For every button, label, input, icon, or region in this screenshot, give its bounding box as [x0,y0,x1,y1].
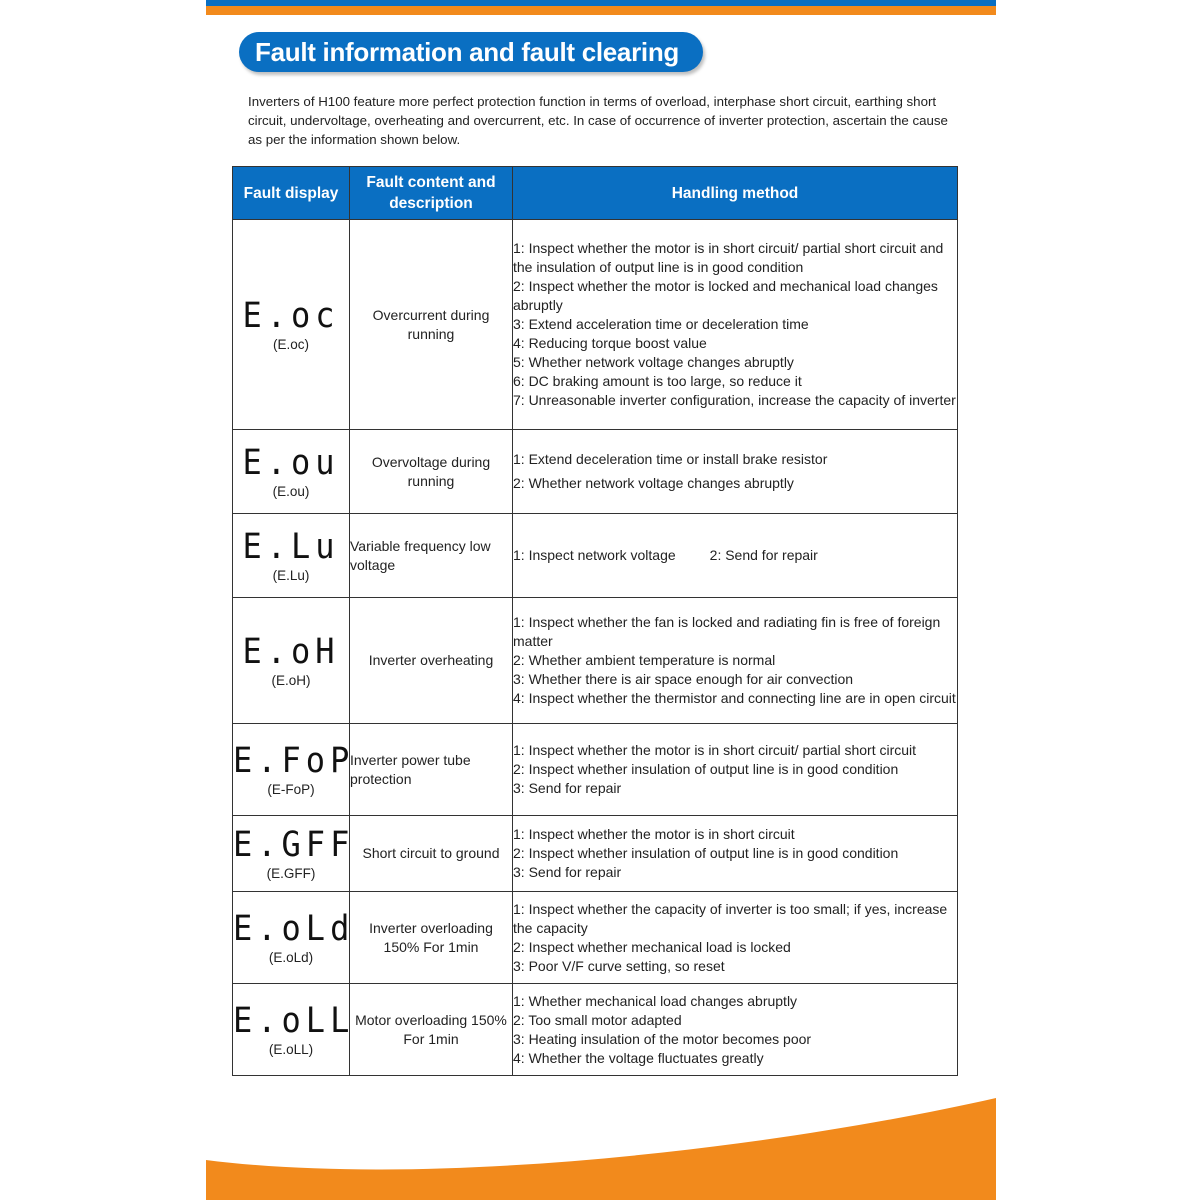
table-row [233,984,958,1076]
bottom-orange-wave [206,1090,996,1200]
method-line: 3: Extend acceleration time or deceleration time [513,316,809,332]
method-line: 1: Inspect whether the capacity of inverter is too small; if yes, increase the capacity [513,900,948,936]
method-line: 1: Whether mechanical load changes abruptly [513,992,798,1009]
method-line: 1: Inspect whether the fan is locked and radiating fin is free of foreign matter [513,614,941,649]
method-line: 1: Inspect whether the motor is in short circuit [513,826,795,842]
fault-content-cell: Overcurrent during running [350,220,513,430]
fault-display-cell [233,816,355,892]
handling-method-cell [513,984,958,1076]
table-row [233,514,958,598]
fault-code: (E-FoP) [267,782,315,797]
fault-content-cell: Overvoltage during running [350,430,513,514]
segment-display-code: E.oLd [233,907,355,949]
top-orange-stripe [206,6,996,15]
method-line: 2: Send for repair [709,547,818,563]
method-line: 6: DC braking amount is too large, so reduce it [513,373,802,389]
header-handling-method: Handling method [513,167,958,220]
table-row [233,892,958,984]
method-line: 4: Reducing torque boost value [513,335,707,351]
fault-code: (E.oLL) [268,1042,314,1057]
handling-method-cell [513,724,958,816]
handling-method-cell [513,430,958,514]
method-line: 1: Inspect whether the motor is in short circuit/ partial short circuit [513,742,917,758]
fault-display-cell [233,892,355,984]
segment-display-code: E.oH [242,630,340,672]
method-line: 2: Too small motor adapted [513,1011,682,1028]
fault-code: (E.ou) [272,484,310,499]
method-line: 2: Inspect whether insulation of output line is in good condition [513,761,899,777]
fault-display-cell [233,984,355,1076]
header-fault-content: Fault content and description [350,167,513,220]
fault-code: (E.oLd) [268,950,314,965]
segment-display-code: E.oc [242,294,340,336]
fault-display-cell [233,724,355,816]
table-row [233,724,958,816]
fault-content-cell: Motor overloading 150% For 1min [350,984,513,1076]
method-line: 3: Send for repair [513,864,622,880]
segment-display-code: E.Lu [242,525,340,567]
method-line: 2: Whether ambient temperature is normal [513,652,776,668]
method-line: 4: Inspect whether the thermistor and connecting line are in open circuit [513,690,956,706]
fault-code: (E.oc) [272,337,309,352]
intro-paragraph: Inverters of H100 feature more perfect protection function in terms of overload, interphase short circuit, earthing short circuit, undervoltage, overheating and overcurrent, etc. In case of occurrence of inverter protection, ascertain the cause as per the information shown below. [248,94,948,147]
handling-method-cell [513,220,958,430]
orange-wave-shape [206,1098,996,1200]
fault-display-cell [233,514,350,598]
fault-content-cell: Variable frequency low voltage [350,514,513,598]
fault-content-cell: Inverter overheating [350,598,513,724]
page-title: Fault information and fault clearing [239,32,703,72]
method-line: 1: Inspect network voltage [513,547,676,563]
segment-display-code: E.oLL [233,999,355,1041]
fault-display-cell [233,598,350,724]
method-line: 2: Inspect whether the motor is locked and mechanical load changes abruptly [513,278,938,313]
handling-method-cell [513,514,958,598]
method-line: 5: Whether network voltage changes abruptly [513,354,794,370]
table-row [233,220,958,430]
segment-display-code: E.FoP [233,739,355,781]
fault-code: (E.Lu) [272,568,310,583]
method-line: 2: Whether network voltage changes abruptly [513,475,794,491]
fault-content-cell: Inverter power tube protection [350,724,513,816]
fault-content-cell: Inverter overloading 150% For 1min [350,892,513,984]
method-line: 3: Poor V/F curve setting, so reset [513,957,725,974]
header-fault-display: Fault display [233,167,350,220]
segment-display-code: E.GFF [233,823,355,865]
fault-code: (E.GFF) [266,866,316,881]
document-page [206,0,996,1200]
method-line: 4: Whether the voltage fluctuates greatly [513,1049,764,1066]
fault-display-cell [233,220,350,430]
fault-code: (E.oH) [271,673,311,688]
method-line: 3: Heating insulation of the motor becomes poor [513,1030,812,1047]
fault-table [232,166,958,1076]
segment-display-code: E.ou [242,441,340,483]
method-line: 1: Extend deceleration time or install brake resistor [513,451,828,467]
handling-method-cell [513,892,958,984]
table-row [233,430,958,514]
method-line: 2: Inspect whether mechanical load is locked [513,938,791,955]
method-line: 3: Whether there is air space enough for air convection [513,671,854,687]
method-line: 7: Unreasonable inverter configuration, increase the capacity of inverter [513,392,956,408]
method-line: 2: Inspect whether insulation of output line is in good condition [513,845,899,861]
fault-content-cell: Short circuit to ground [350,816,513,892]
table-header-row [233,167,958,220]
method-line: 1: Inspect whether the motor is in short circuit/ partial short circuit and the insulation of output line is in good condition [513,240,944,275]
fault-display-cell [233,430,350,514]
table-row [233,816,958,892]
method-line: 3: Send for repair [513,780,622,796]
table-row [233,598,958,724]
handling-method-cell [513,598,958,724]
handling-method-cell [513,816,958,892]
method-line-pair [513,546,957,565]
